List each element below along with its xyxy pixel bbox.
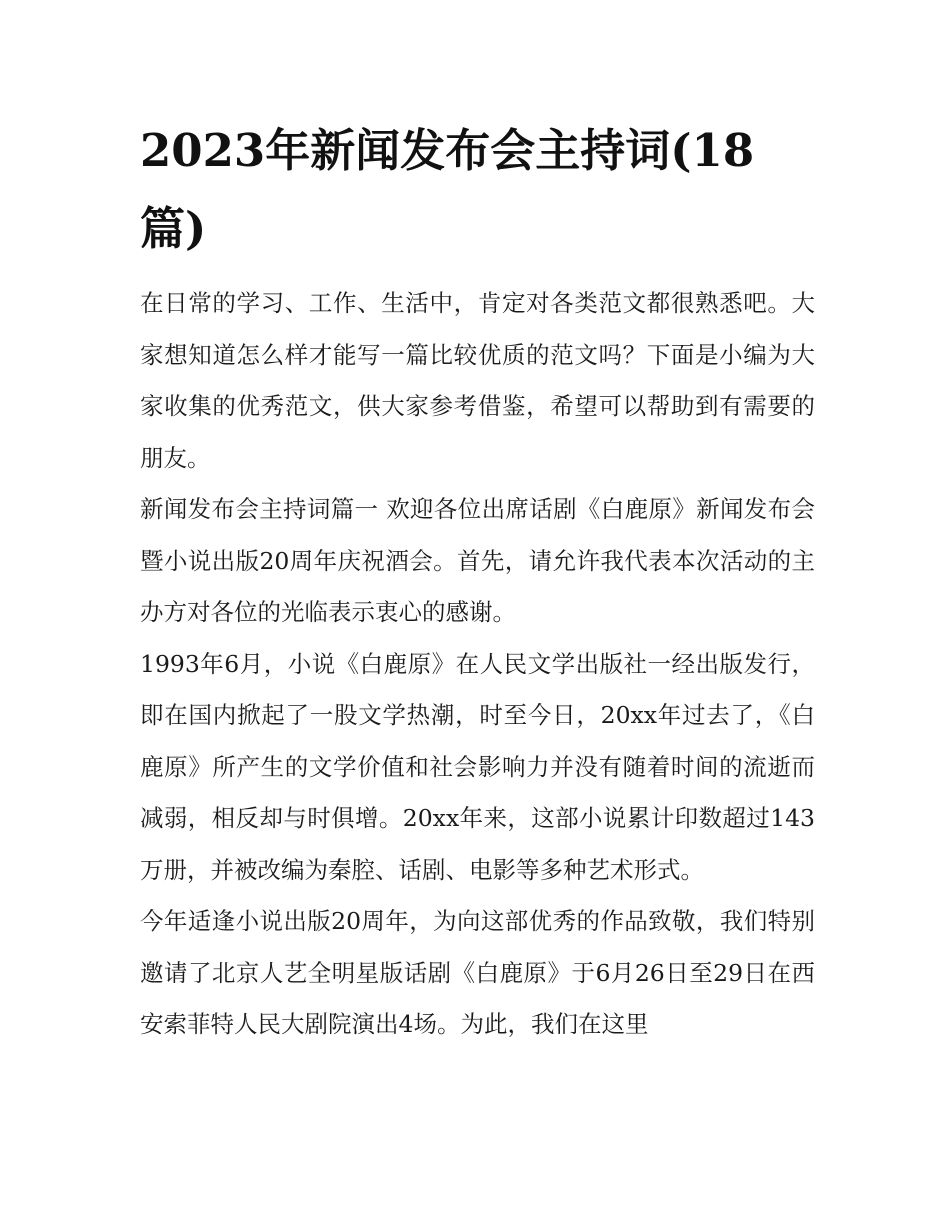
paragraph-intro: 在日常的学习、工作、生活中，肯定对各类范文都很熟悉吧。大家想知道怎么样才能写一篇比较优质的范文吗？下面是小编为大家收集的优秀范文，供大家参考借鉴，希望可以帮助到有需要的朋友。	[140, 289, 815, 472]
document-title: 2023年新闻发布会主持词(18篇)	[140, 124, 755, 255]
paragraph-speech-1: 新闻发布会主持词篇一 欢迎各位出席话剧《白鹿原》新闻发布会暨小说出版20周年庆祝酒会。首先，请允许我代表本次活动的主办方对各位的光临表示衷心的感谢。	[140, 495, 815, 626]
document-body	[140, 278, 815, 1051]
paragraph-history: 1993年6月，小说《白鹿原》在人民文学出版社一经出版发行，即在国内掀起了一股文学热潮，时至今日，20xx年过去了，《白鹿原》所产生的文学价值和社会影响力并没有随着时间的流逝而减弱，相反却与时俱增。20xx年来，这部小说累计印数超过143万册，并被改编为秦腔、话剧、电影等多种艺术形式。	[140, 649, 815, 884]
paragraph-anniversary: 今年适逢小说出版20周年，为向这部优秀的作品致敬，我们特别邀请了北京人艺全明星版话剧《白鹿原》于6月26日至29日在西安索菲特人民大剧院演出4场。为此，我们在这里	[140, 907, 815, 1038]
